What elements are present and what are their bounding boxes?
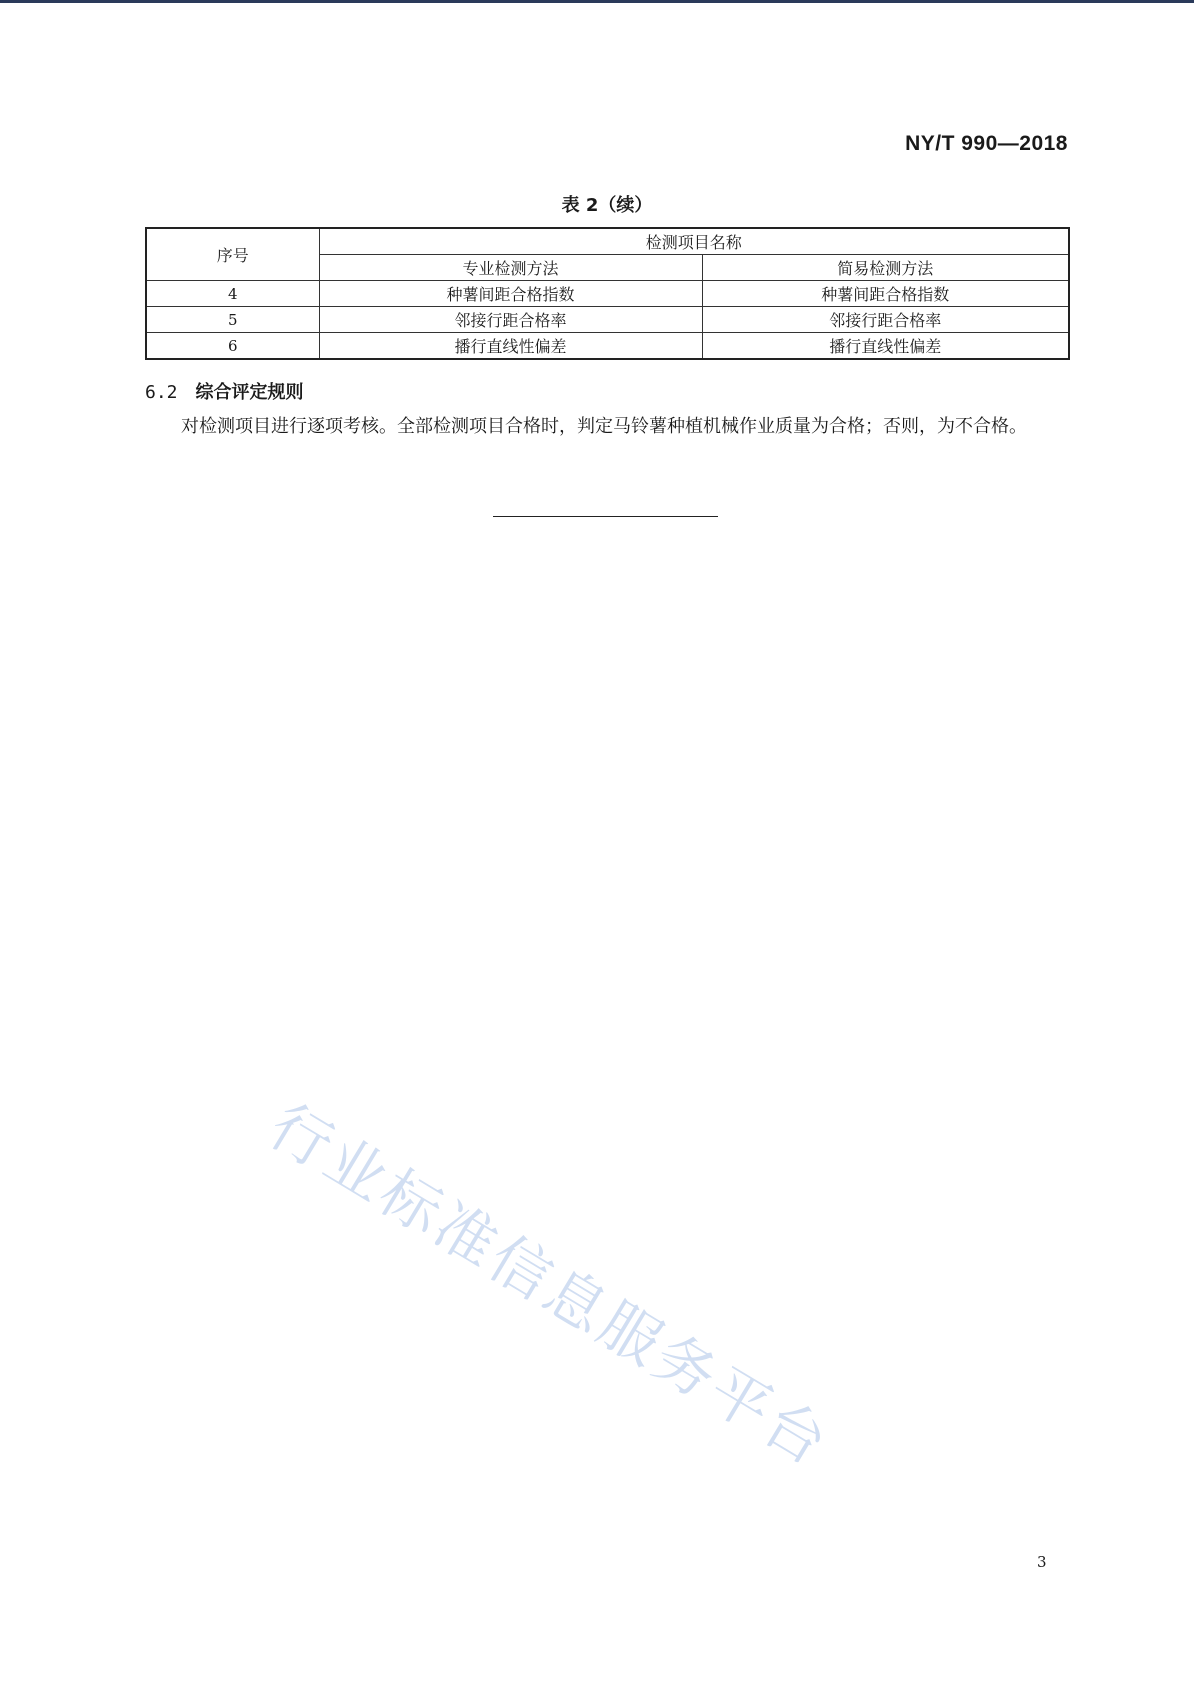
table-caption: 表 2（续） [561,195,653,216]
document-code: NY/T 990—2018 [905,132,1068,155]
row-index: 5 [146,307,319,333]
col-simple-header: 简易检测方法 [702,255,1069,281]
section-title: 综合评定规则 [195,382,304,403]
table-row [146,307,1069,333]
page-number: 3 [1037,1553,1047,1571]
row-professional: 播行直线性偏差 [319,333,702,360]
row-index: 6 [146,333,319,360]
row-simple: 邻接行距合格率 [702,307,1069,333]
end-divider [493,516,718,517]
row-index: 4 [146,281,319,307]
watermark: 行业标准信息服务平台 [257,1091,842,1481]
row-professional: 种薯间距合格指数 [319,281,702,307]
section-heading [145,378,304,404]
table-row [146,333,1069,360]
row-professional: 邻接行距合格率 [319,307,702,333]
col-index-header: 序号 [146,228,319,281]
section-number: 6.2 [145,382,178,403]
table-row [146,281,1069,307]
col-professional-header: 专业检测方法 [319,255,702,281]
row-simple: 播行直线性偏差 [702,333,1069,360]
table-header-row [146,228,1069,255]
scan-top-edge [0,0,1194,3]
inspection-items-table [145,227,1070,360]
row-simple: 种薯间距合格指数 [702,281,1069,307]
section-body-text: 对检测项目进行逐项考核。全部检测项目合格时，判定马铃薯种植机械作业质量为合格；否则，为不合格。 [181,416,1027,437]
group-header: 检测项目名称 [319,228,1069,255]
